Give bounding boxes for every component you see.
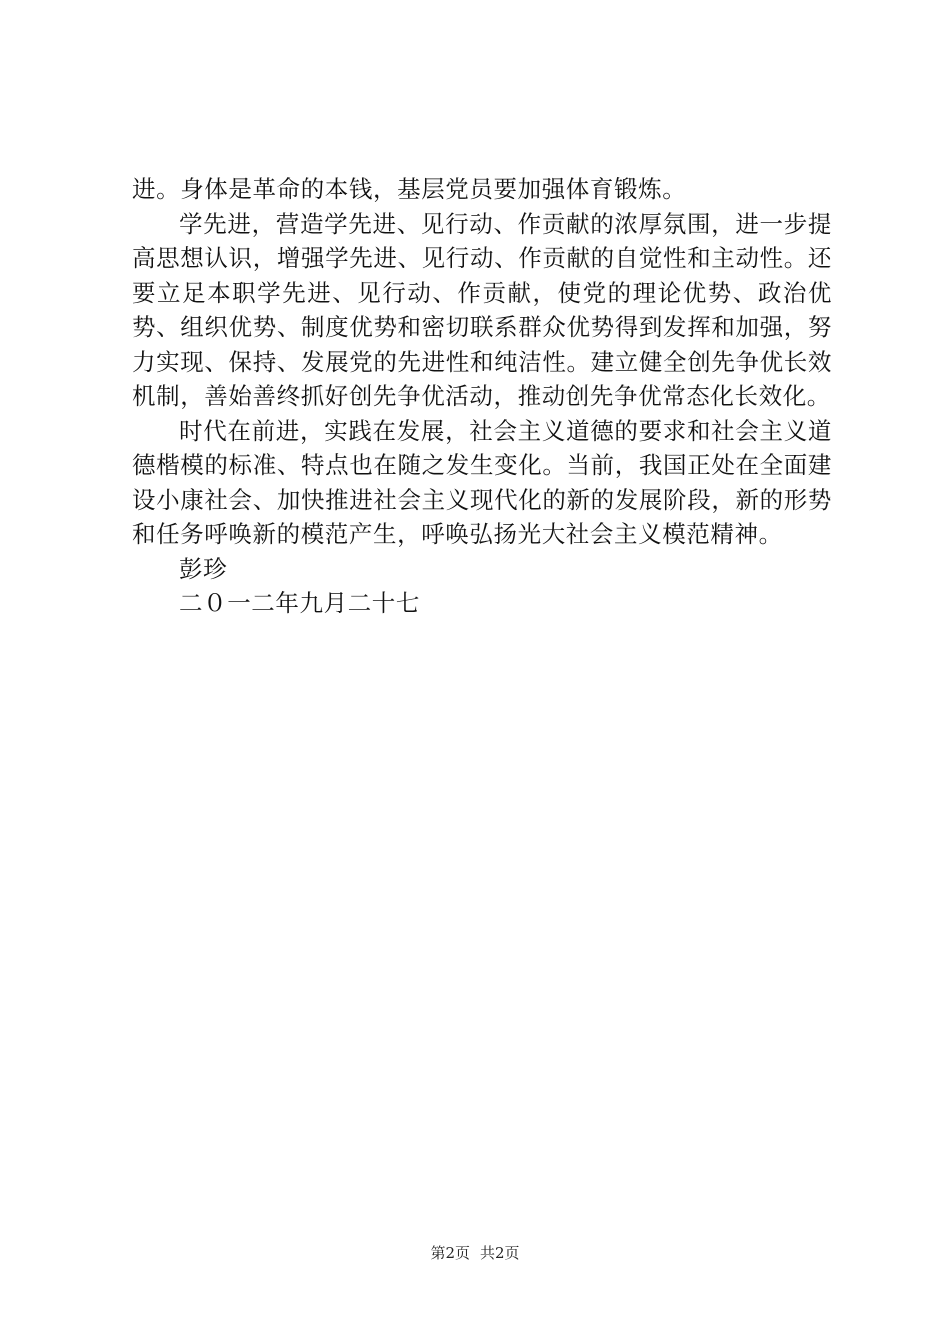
document-body — [132, 172, 832, 621]
page-number-total: 共2页 — [480, 1244, 520, 1262]
page-number-current: 第2页 — [430, 1244, 470, 1262]
paragraph-era-progress: 时代在前进，实践在发展，社会主义道德的要求和社会主义道德楷模的标准、特点也在随之发生变化。当前，我国正处在全面建设小康社会、加快推进社会主义现代化的新的发展阶段，新的形势和任务呼唤新的模范产生，呼唤弘扬光大社会主义模范精神。 — [132, 416, 832, 548]
paragraph-learn-advanced: 学先进，营造学先进、见行动、作贡献的浓厚氛围，进一步提高思想认识，增强学先进、见行动、作贡献的自觉性和主动性。还要立足本职学先进、见行动、作贡献，使党的理论优势、政治优势、组织优势、制度优势和密切联系群众优势得到发挥和加强，努力实现、保持、发展党的先进性和纯洁性。建立健全创先争优长效机制，善始善终抓好创先争优活动，推动创先争优常态化长效化。 — [132, 209, 832, 410]
paragraph-continuation: 进。身体是革命的本钱，基层党员要加强体育锻炼。 — [132, 175, 687, 203]
page-footer — [0, 1243, 950, 1263]
signature-date: 二０一二年九月二十七 — [179, 589, 420, 617]
signature-name: 彭珍 — [179, 554, 228, 583]
